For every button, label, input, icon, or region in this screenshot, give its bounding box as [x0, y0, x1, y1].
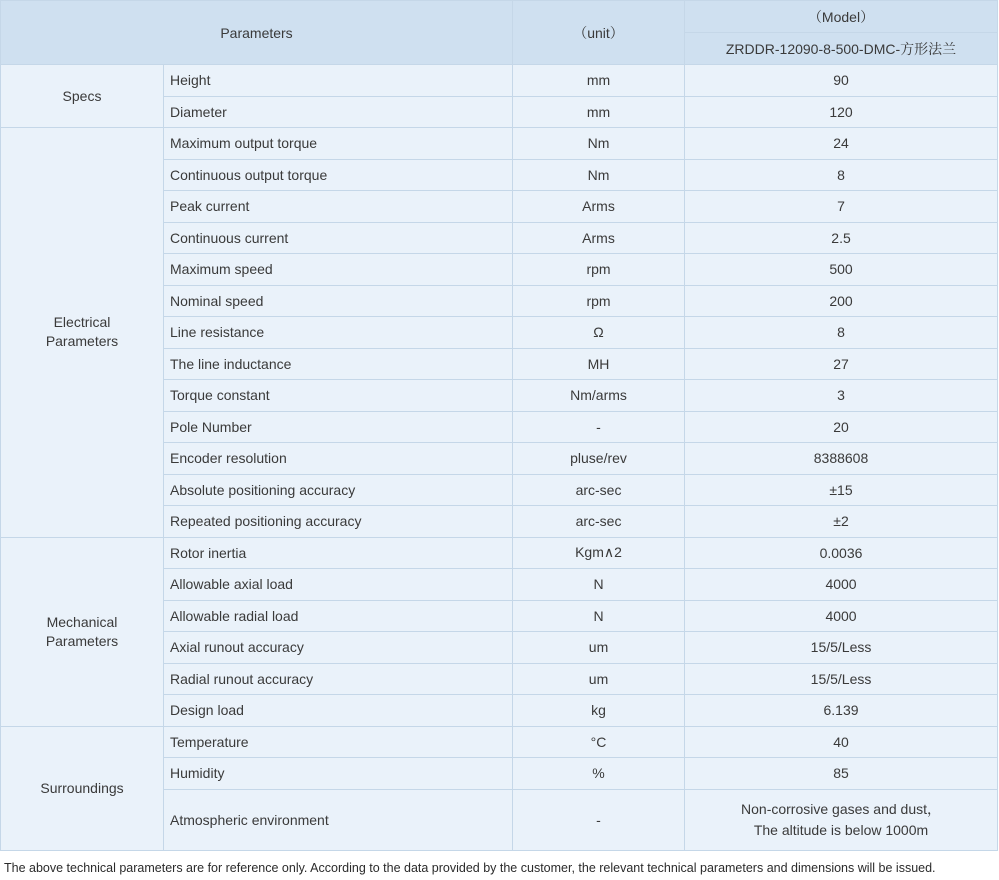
unit-value: rpm	[513, 254, 685, 286]
header-model: （Model）	[685, 1, 998, 33]
model-value-line1: Non-corrosive gases and dust，	[741, 800, 942, 817]
param-label: Nominal speed	[164, 285, 513, 317]
model-value: 4000	[685, 600, 998, 632]
unit-value: kg	[513, 695, 685, 727]
model-value: 0.0036	[685, 537, 998, 569]
model-value: 200	[685, 285, 998, 317]
param-label: Temperature	[164, 726, 513, 758]
model-value: 85	[685, 758, 998, 790]
param-label: Radial runout accuracy	[164, 663, 513, 695]
group-label-line2: Parameters	[45, 632, 119, 649]
model-value: 3	[685, 380, 998, 412]
param-label: Atmospheric environment	[164, 789, 513, 850]
param-label: Line resistance	[164, 317, 513, 349]
unit-value: %	[513, 758, 685, 790]
model-value-line2: The altitude is below 1000m	[753, 821, 929, 838]
unit-value: -	[513, 411, 685, 443]
param-label: Height	[164, 65, 513, 97]
param-label: Allowable axial load	[164, 569, 513, 601]
header-unit: （unit）	[513, 1, 685, 65]
model-value: 120	[685, 96, 998, 128]
unit-value: Nm	[513, 159, 685, 191]
param-label: Encoder resolution	[164, 443, 513, 475]
param-label: Continuous current	[164, 222, 513, 254]
param-label: Repeated positioning accuracy	[164, 506, 513, 538]
model-value: 24	[685, 128, 998, 160]
header-parameters: Parameters	[1, 1, 513, 65]
param-label: Maximum speed	[164, 254, 513, 286]
table-header-row	[1, 1, 998, 33]
unit-value: -	[513, 789, 685, 850]
unit-value: Kgm∧2	[513, 537, 685, 569]
unit-value: mm	[513, 65, 685, 97]
table-row	[1, 65, 998, 97]
param-label: Axial runout accuracy	[164, 632, 513, 664]
param-label: Maximum output torque	[164, 128, 513, 160]
unit-value: Nm/arms	[513, 380, 685, 412]
unit-value: rpm	[513, 285, 685, 317]
unit-value: Nm	[513, 128, 685, 160]
unit-value: mm	[513, 96, 685, 128]
param-label: Torque constant	[164, 380, 513, 412]
model-value: 4000	[685, 569, 998, 601]
unit-value: um	[513, 663, 685, 695]
param-label: Pole Number	[164, 411, 513, 443]
header-model-value: ZRDDR-12090-8-500-DMC-方形法兰	[685, 33, 998, 65]
unit-value: N	[513, 569, 685, 601]
model-value: ±15	[685, 474, 998, 506]
unit-value: um	[513, 632, 685, 664]
group-label-line1: Electrical	[53, 314, 111, 331]
model-value: 7	[685, 191, 998, 223]
model-value: 90	[685, 65, 998, 97]
model-value: 8388608	[685, 443, 998, 475]
param-label: Allowable radial load	[164, 600, 513, 632]
unit-value: arc-sec	[513, 506, 685, 538]
model-value	[685, 789, 998, 850]
table-row	[1, 537, 998, 569]
model-value: 2.5	[685, 222, 998, 254]
table-row	[1, 128, 998, 160]
unit-value: MH	[513, 348, 685, 380]
model-value: 8	[685, 159, 998, 191]
param-label: Diameter	[164, 96, 513, 128]
group-label-line1: Mechanical	[46, 613, 118, 630]
unit-value: Arms	[513, 191, 685, 223]
table-row	[1, 726, 998, 758]
param-label: Humidity	[164, 758, 513, 790]
group-label-mechanical	[1, 537, 164, 726]
group-label-specs: Specs	[1, 65, 164, 128]
footnote-text: The above technical parameters are for reference only. According to the data provided by the customer, the relevant technical parameters and dimensions will be issued.	[4, 860, 936, 875]
param-label: Peak current	[164, 191, 513, 223]
model-value: 500	[685, 254, 998, 286]
group-label-line2: Parameters	[45, 333, 119, 350]
param-label: Design load	[164, 695, 513, 727]
group-label-surroundings: Surroundings	[1, 726, 164, 850]
unit-value: N	[513, 600, 685, 632]
model-value: 15/5/Less	[685, 632, 998, 664]
model-value: 27	[685, 348, 998, 380]
unit-value: Ω	[513, 317, 685, 349]
model-value: 6.139	[685, 695, 998, 727]
group-label-electrical	[1, 128, 164, 538]
unit-value: arc-sec	[513, 474, 685, 506]
model-value: 40	[685, 726, 998, 758]
param-label: The line inductance	[164, 348, 513, 380]
param-label: Absolute positioning accuracy	[164, 474, 513, 506]
unit-value: °C	[513, 726, 685, 758]
param-label: Continuous output torque	[164, 159, 513, 191]
model-value: 20	[685, 411, 998, 443]
param-label: Rotor inertia	[164, 537, 513, 569]
model-value: 15/5/Less	[685, 663, 998, 695]
unit-value: Arms	[513, 222, 685, 254]
model-value: ±2	[685, 506, 998, 538]
model-value: 8	[685, 317, 998, 349]
unit-value: pluse/rev	[513, 443, 685, 475]
